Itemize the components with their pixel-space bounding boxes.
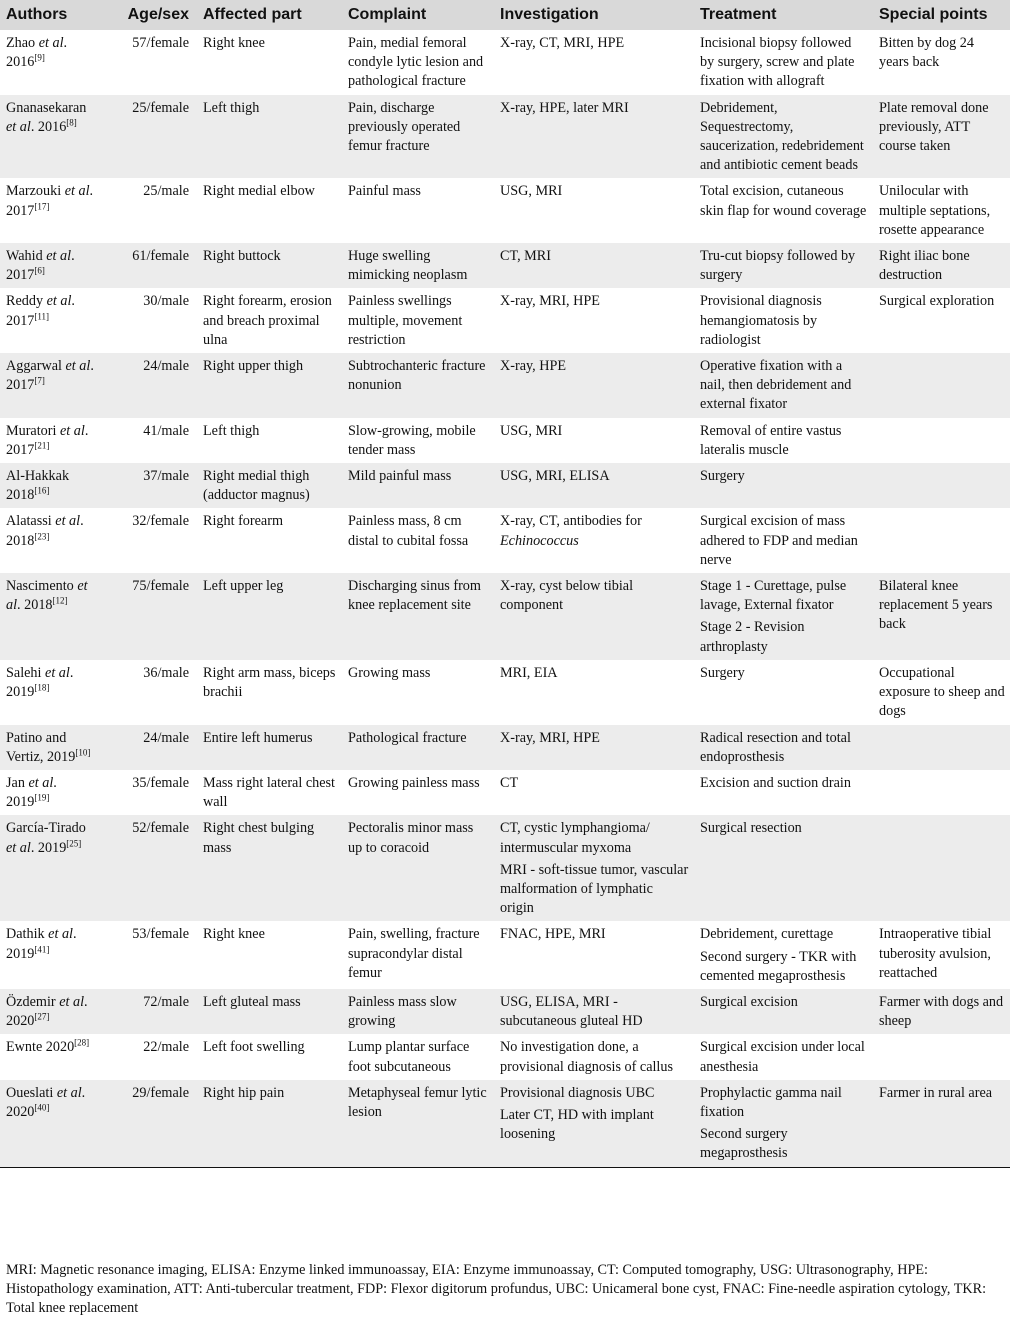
special-points-cell bbox=[873, 770, 1010, 815]
affected-part-cell: Mass right lateral chest wall bbox=[203, 774, 335, 811]
age-sex-cell: 24/male bbox=[103, 725, 197, 770]
special-points-cell: Occupational exposure to sheep and dogs bbox=[879, 664, 1005, 720]
reference-number: [9] bbox=[34, 52, 45, 63]
affected-part-cell: Left gluteal mass bbox=[197, 989, 342, 1034]
investigation-line: X-ray, MRI, HPE bbox=[500, 293, 600, 310]
treatment-cell bbox=[694, 95, 873, 179]
affected-part-cell: Right knee bbox=[203, 926, 265, 943]
author-cell bbox=[0, 921, 103, 989]
complaint-cell: Painless mass, 8 cm distal to cubital fossa bbox=[348, 513, 469, 549]
author-year: . 2020 bbox=[6, 993, 88, 1030]
investigation-line: MRI - soft-tissue tumor, vascular malformation of lymphatic origin bbox=[500, 861, 689, 917]
investigation-cell bbox=[494, 1080, 694, 1167]
treatment-line: Second surgery - TKR with cemented megaprosthesis bbox=[700, 948, 857, 984]
age-sex-cell: 53/female bbox=[132, 926, 189, 943]
treatment-line: Surgery bbox=[700, 468, 745, 485]
treatment-line: Tru-cut biopsy followed by surgery bbox=[700, 248, 856, 284]
investigation-cell bbox=[494, 725, 694, 770]
investigation-line: USG, ELISA, MRI - subcutaneous gluteal HD bbox=[500, 993, 643, 1030]
special-points-cell: Plate removal done previously, ATT course taken bbox=[873, 95, 1010, 179]
investigation-line: CT, cystic lymphangioma/ intermuscular myxoma bbox=[500, 820, 650, 856]
treatment-line: Surgical excision under local anesthesia bbox=[700, 1039, 865, 1075]
reference-number: [27] bbox=[34, 1011, 50, 1022]
investigation-line: X-ray, HPE bbox=[500, 358, 567, 375]
author-name: Dathik bbox=[6, 926, 49, 943]
author-year: . 2017 bbox=[6, 248, 75, 284]
investigation-line bbox=[500, 512, 690, 550]
header-age-sex: Age/sex bbox=[103, 0, 197, 30]
treatment-line: Stage 1 - Curettage, pulse lavage, External fixator bbox=[700, 578, 847, 614]
complaint-cell: Pain, medial femoral condyle lytic lesion and pathological fracture bbox=[348, 35, 484, 90]
author-name: Reddy bbox=[6, 293, 47, 310]
author-year: . 2019 bbox=[6, 664, 74, 701]
author-et-al: et al bbox=[45, 664, 70, 681]
table-footnote: MRI: Magnetic resonance imaging, ELISA: Enzyme linked immunoassay, EIA: Enzyme immunoassay, CT: Computed tomography, USG: Ultrasonography, HPE: Histopathology examination, ATT: Anti-tubercular treatment, FDP: Flexor digitorum profundus, UBC: Unicameral bone cyst, FNAC: Fine-needle aspiration cytology, TKR: Total knee replacement bbox=[6, 1262, 987, 1316]
age-sex-cell: 52/female bbox=[103, 815, 197, 921]
author-name: Al-Hakkak 2018 bbox=[6, 468, 70, 504]
author-name: Özdemir bbox=[6, 993, 60, 1010]
header-authors: Authors bbox=[0, 0, 103, 30]
special-points-cell: Right iliac bone destruction bbox=[873, 243, 1010, 288]
author-name: Zhao bbox=[6, 35, 39, 51]
author-cell bbox=[0, 30, 103, 95]
special-points-cell bbox=[873, 463, 1010, 508]
author-year: . 2016 bbox=[30, 118, 67, 135]
table-row bbox=[0, 353, 1010, 418]
investigation-cell bbox=[494, 508, 694, 573]
complaint-cell: Huge swelling mimicking neoplasm bbox=[342, 243, 494, 288]
reference-number: [25] bbox=[66, 837, 82, 848]
treatment-cell bbox=[694, 573, 873, 660]
age-sex-cell: 24/male bbox=[103, 353, 197, 418]
treatment-line: Second surgery megaprosthesis bbox=[700, 1126, 788, 1162]
affected-part-cell: Left thigh bbox=[197, 95, 342, 179]
special-points-cell bbox=[873, 1034, 1010, 1079]
table-row bbox=[0, 573, 1010, 660]
complaint-cell: Metaphyseal femur lytic lesion bbox=[342, 1080, 494, 1167]
author-cell bbox=[0, 725, 103, 770]
special-points-cell: Bitten by dog 24 years back bbox=[879, 35, 974, 71]
author-name: Aggarwal bbox=[6, 358, 66, 375]
investigation-line: CT, MRI bbox=[500, 248, 551, 265]
reference-number: [41] bbox=[34, 943, 50, 954]
reference-number: [40] bbox=[34, 1102, 50, 1113]
affected-part-cell: Right forearm bbox=[203, 513, 283, 530]
reference-number: [10] bbox=[75, 746, 91, 757]
author-cell bbox=[0, 770, 103, 815]
author-cell bbox=[0, 989, 103, 1034]
investigation-line: FNAC, HPE, MRI bbox=[500, 926, 606, 943]
author-name: García-Tirado bbox=[6, 820, 86, 837]
table-row bbox=[0, 660, 1010, 725]
special-points-cell bbox=[873, 353, 1010, 418]
author-year: . 2019 bbox=[6, 926, 77, 962]
age-sex-cell: 25/female bbox=[103, 95, 197, 179]
author-year: . 2019 bbox=[6, 774, 57, 811]
author-year: . 2018 bbox=[17, 597, 53, 614]
age-sex-cell: 32/female bbox=[132, 513, 189, 530]
author-name: Salehi bbox=[6, 664, 46, 681]
investigation-line: X-ray, CT, MRI, HPE bbox=[500, 35, 625, 51]
treatment-cell bbox=[694, 725, 873, 770]
author-year: . 2020 bbox=[6, 1084, 86, 1120]
investigation-line: USG, MRI bbox=[500, 183, 563, 200]
investigation-line: Later CT, HD with implant loosening bbox=[500, 1106, 654, 1143]
age-sex-cell: 22/male bbox=[143, 1039, 189, 1056]
author-name: Marzouki bbox=[6, 183, 65, 200]
complaint-cell: Pain, swelling, fracture supracondylar distal femur bbox=[348, 926, 480, 981]
author-name: Alatassi bbox=[6, 513, 56, 530]
header-investigation: Investigation bbox=[494, 0, 694, 30]
investigation-line: No investigation done, a provisional diagnosis of callus bbox=[500, 1039, 673, 1075]
table-row bbox=[0, 463, 1010, 508]
investigation-line: CT bbox=[500, 774, 519, 791]
special-points-cell: Farmer with dogs and sheep bbox=[873, 989, 1010, 1034]
treatment-cell bbox=[694, 1080, 873, 1167]
author-year: . 2017 bbox=[6, 183, 94, 219]
author-name: Jan bbox=[6, 774, 29, 791]
age-sex-cell: 25/male bbox=[143, 183, 189, 200]
complaint-cell: Mild painful mass bbox=[342, 463, 494, 508]
affected-part-cell: Right upper thigh bbox=[197, 353, 342, 418]
header-affected-part: Affected part bbox=[197, 0, 342, 30]
author-et-al: et al bbox=[38, 35, 64, 51]
table-row bbox=[0, 725, 1010, 770]
complaint-cell: Lump plantar surface foot subcutaneous bbox=[348, 1039, 470, 1075]
affected-part-cell: Right arm mass, biceps brachii bbox=[203, 664, 336, 701]
treatment-line: Provisional diagnosis hemangiomatosis by radiologist bbox=[700, 293, 822, 348]
age-sex-cell: 29/female bbox=[103, 1080, 197, 1167]
treatment-line: Surgical excision bbox=[700, 993, 798, 1010]
reference-number: [12] bbox=[52, 595, 68, 606]
treatment-cell bbox=[694, 418, 873, 463]
table-row bbox=[0, 95, 1010, 179]
treatment-line: Stage 2 - Revision arthroplasty bbox=[700, 619, 805, 655]
table-row bbox=[0, 989, 1010, 1034]
table-row bbox=[0, 30, 1010, 95]
author-year: . 2019 bbox=[30, 839, 67, 856]
table-row bbox=[0, 770, 1010, 815]
age-sex-cell: 35/female bbox=[132, 774, 189, 791]
author-name: Wahid bbox=[6, 248, 47, 265]
treatment-cell bbox=[694, 770, 873, 815]
affected-part-cell: Right medial elbow bbox=[203, 183, 315, 200]
author-cell bbox=[0, 353, 103, 418]
table-row bbox=[0, 288, 1010, 353]
investigation-cell bbox=[494, 1034, 694, 1079]
complaint-cell: Pathological fracture bbox=[342, 725, 494, 770]
investigation-line: MRI, EIA bbox=[500, 664, 558, 681]
affected-part-cell: Left thigh bbox=[203, 422, 260, 439]
complaint-cell: Growing mass bbox=[348, 664, 431, 681]
investigation-line: USG, MRI bbox=[500, 422, 563, 439]
table-row bbox=[0, 178, 1010, 243]
author-et-al: et al bbox=[46, 248, 72, 265]
complaint-cell: Painless swellings multiple, movement restriction bbox=[348, 293, 463, 348]
author-et-al: et al bbox=[64, 183, 90, 200]
complaint-cell: Painful mass bbox=[348, 183, 421, 200]
special-points-cell bbox=[873, 508, 1010, 573]
complaint-cell: Painless mass slow growing bbox=[342, 989, 494, 1034]
complaint-cell: Pectoralis minor mass up to coracoid bbox=[342, 815, 494, 921]
table-row bbox=[0, 815, 1010, 921]
complaint-cell: Discharging sinus from knee replacement site bbox=[342, 573, 494, 660]
treatment-cell bbox=[694, 463, 873, 508]
table-row bbox=[0, 1080, 1010, 1167]
author-et-al: et al bbox=[55, 513, 81, 530]
header-treatment: Treatment bbox=[694, 0, 873, 30]
treatment-line: Prophylactic gamma nail fixation bbox=[700, 1084, 842, 1120]
reference-number: [21] bbox=[34, 440, 50, 451]
reference-number: [8] bbox=[66, 117, 77, 128]
special-points-cell: Farmer in rural area bbox=[873, 1080, 1010, 1167]
author-et-al: et al bbox=[59, 422, 85, 439]
reference-number: [19] bbox=[34, 792, 50, 803]
treatment-cell bbox=[694, 989, 873, 1034]
header-special-points: Special points bbox=[873, 0, 1010, 30]
author-et-al: et al bbox=[56, 1084, 82, 1101]
age-sex-cell: 41/male bbox=[143, 422, 189, 439]
complaint-cell: Pain, discharge previously operated femur fracture bbox=[342, 95, 494, 179]
treatment-cell bbox=[694, 660, 873, 725]
treatment-cell bbox=[694, 353, 873, 418]
investigation-line: USG, MRI, ELISA bbox=[500, 468, 610, 485]
treatment-line: Total excision, cutaneous skin flap for wound coverage bbox=[700, 183, 867, 219]
reference-number: [28] bbox=[74, 1037, 90, 1048]
treatment-line: Debridement, Sequestrectomy, saucerization, redebridement and antibiotic cement beads bbox=[700, 99, 864, 174]
author-cell bbox=[0, 95, 103, 179]
table-row bbox=[0, 1034, 1010, 1079]
treatment-line: Surgical excision of mass adhered to FDP and median nerve bbox=[700, 513, 858, 568]
treatment-cell bbox=[694, 815, 873, 921]
investigation-cell bbox=[494, 660, 694, 725]
treatment-cell bbox=[694, 921, 873, 989]
author-cell bbox=[0, 178, 103, 243]
reference-number: [11] bbox=[34, 310, 50, 321]
author-year: . 2017 bbox=[6, 422, 89, 458]
treatment-line: Radical resection and total endoprosthesis bbox=[700, 729, 851, 765]
investigation-cell bbox=[494, 989, 694, 1034]
table-row bbox=[0, 508, 1010, 573]
header-complaint: Complaint bbox=[342, 0, 494, 30]
investigation-line: X-ray, HPE, later MRI bbox=[500, 99, 629, 116]
investigation-line: Provisional diagnosis UBC bbox=[500, 1084, 655, 1101]
author-cell bbox=[0, 1080, 103, 1167]
complaint-cell: Growing painless mass bbox=[348, 774, 480, 791]
author-year: . 2016 bbox=[6, 35, 68, 71]
reference-number: [16] bbox=[34, 485, 50, 496]
author-name: Ewnte 2020 bbox=[6, 1039, 75, 1056]
affected-part-cell: Right medial thigh (adductor magnus) bbox=[197, 463, 342, 508]
investigation-cell bbox=[494, 30, 694, 95]
investigation-cell bbox=[494, 921, 694, 989]
special-points-cell: Bilateral knee replacement 5 years back bbox=[873, 573, 1010, 660]
author-name: Muratori bbox=[6, 422, 60, 439]
author-et-al: et al bbox=[6, 118, 31, 135]
special-points-cell: Surgical exploration bbox=[879, 293, 995, 310]
treatment-line: Removal of entire vastus lateralis muscle bbox=[700, 422, 842, 458]
author-et-al: et al bbox=[59, 993, 85, 1010]
investigation-cell bbox=[494, 353, 694, 418]
reference-number: [6] bbox=[34, 265, 45, 276]
treatment-cell bbox=[694, 178, 873, 243]
complaint-cell: Slow-growing, mobile tender mass bbox=[348, 422, 476, 458]
investigation-cell bbox=[494, 418, 694, 463]
investigation-line: X-ray, cyst below tibial component bbox=[500, 578, 634, 614]
investigation-cell bbox=[494, 815, 694, 921]
author-cell bbox=[0, 508, 103, 573]
treatment-cell bbox=[694, 288, 873, 353]
treatment-cell bbox=[694, 30, 873, 95]
author-name: Nascimento bbox=[6, 578, 78, 595]
special-points-cell: Unilocular with multiple septations, rosette appearance bbox=[879, 183, 991, 238]
affected-part-cell: Right hip pain bbox=[197, 1080, 342, 1167]
reference-number: [18] bbox=[34, 682, 50, 693]
table-row bbox=[0, 921, 1010, 989]
author-et-al: et al bbox=[28, 774, 54, 791]
special-points-cell bbox=[873, 418, 1010, 463]
age-sex-cell: 61/female bbox=[103, 243, 197, 288]
author-cell bbox=[0, 815, 103, 921]
treatment-cell bbox=[694, 508, 873, 573]
age-sex-cell: 36/male bbox=[143, 664, 189, 681]
author-et-al: et al bbox=[6, 839, 31, 856]
investigation-cell bbox=[494, 573, 694, 660]
author-year: . 2017 bbox=[6, 293, 75, 329]
treatment-line: Surgical resection bbox=[700, 820, 802, 837]
treatment-line: Incisional biopsy followed by surgery, screw and plate fixation with allograft bbox=[700, 35, 855, 90]
treatment-cell bbox=[694, 1034, 873, 1079]
investigation-text: X-ray, CT, antibodies for bbox=[500, 513, 642, 530]
special-points-cell: Intraoperative tibial tuberosity avulsion, reattached bbox=[879, 926, 992, 981]
reference-number: [7] bbox=[34, 375, 45, 386]
author-year: . 2018 bbox=[6, 513, 84, 549]
complaint-cell: Subtrochanteric fracture nonunion bbox=[342, 353, 494, 418]
investigation-cell bbox=[494, 178, 694, 243]
treatment-line: Surgery bbox=[700, 664, 745, 681]
affected-part-cell: Right knee bbox=[203, 35, 265, 51]
author-cell bbox=[0, 243, 103, 288]
investigation-cell bbox=[494, 770, 694, 815]
table-row bbox=[0, 243, 1010, 288]
affected-part-cell: Right buttock bbox=[197, 243, 342, 288]
reference-number: [17] bbox=[34, 200, 50, 211]
author-name: Patino and Vertiz, 2019 bbox=[6, 729, 76, 765]
author-et-al: et al bbox=[6, 578, 88, 614]
treatment-cell bbox=[694, 243, 873, 288]
investigation-cell bbox=[494, 95, 694, 179]
investigation-cell bbox=[494, 463, 694, 508]
organism-name: Echinococcus bbox=[500, 532, 579, 549]
author-cell bbox=[0, 418, 103, 463]
affected-part-cell: Left foot swelling bbox=[203, 1039, 305, 1056]
affected-part-cell: Entire left humerus bbox=[197, 725, 342, 770]
table-body bbox=[0, 30, 1010, 1167]
author-cell bbox=[0, 660, 103, 725]
investigation-cell bbox=[494, 243, 694, 288]
affected-part-cell: Left upper leg bbox=[197, 573, 342, 660]
author-et-al: et al bbox=[48, 926, 73, 943]
author-et-al: et al bbox=[65, 358, 91, 375]
author-et-al: et al bbox=[46, 293, 72, 310]
author-name: Oueslati bbox=[6, 1084, 57, 1101]
author-cell bbox=[0, 463, 103, 508]
age-sex-cell: 37/male bbox=[103, 463, 197, 508]
author-cell bbox=[0, 288, 103, 353]
investigation-line: X-ray, MRI, HPE bbox=[500, 729, 600, 746]
treatment-line: Excision and suction drain bbox=[700, 774, 851, 791]
treatment-line: Debridement, curettage bbox=[700, 926, 834, 943]
age-sex-cell: 57/female bbox=[132, 35, 189, 51]
age-sex-cell: 72/male bbox=[103, 989, 197, 1034]
author-name: Gnanasekaran bbox=[6, 99, 87, 116]
special-points-cell bbox=[873, 815, 1010, 921]
affected-part-cell: Right chest bulging mass bbox=[197, 815, 342, 921]
table-row bbox=[0, 418, 1010, 463]
author-year: . 2017 bbox=[6, 358, 94, 394]
age-sex-cell: 75/female bbox=[103, 573, 197, 660]
treatment-line: Operative fixation with a nail, then debridement and external fixator bbox=[700, 358, 852, 413]
special-points-cell bbox=[873, 725, 1010, 770]
investigation-cell bbox=[494, 288, 694, 353]
affected-part-cell: Right forearm, erosion and breach proximal ulna bbox=[203, 293, 332, 348]
age-sex-cell: 30/male bbox=[143, 293, 189, 310]
author-cell bbox=[0, 573, 103, 660]
author-cell bbox=[0, 1034, 103, 1079]
table-header-row bbox=[0, 0, 1010, 30]
reference-number: [23] bbox=[34, 530, 50, 541]
